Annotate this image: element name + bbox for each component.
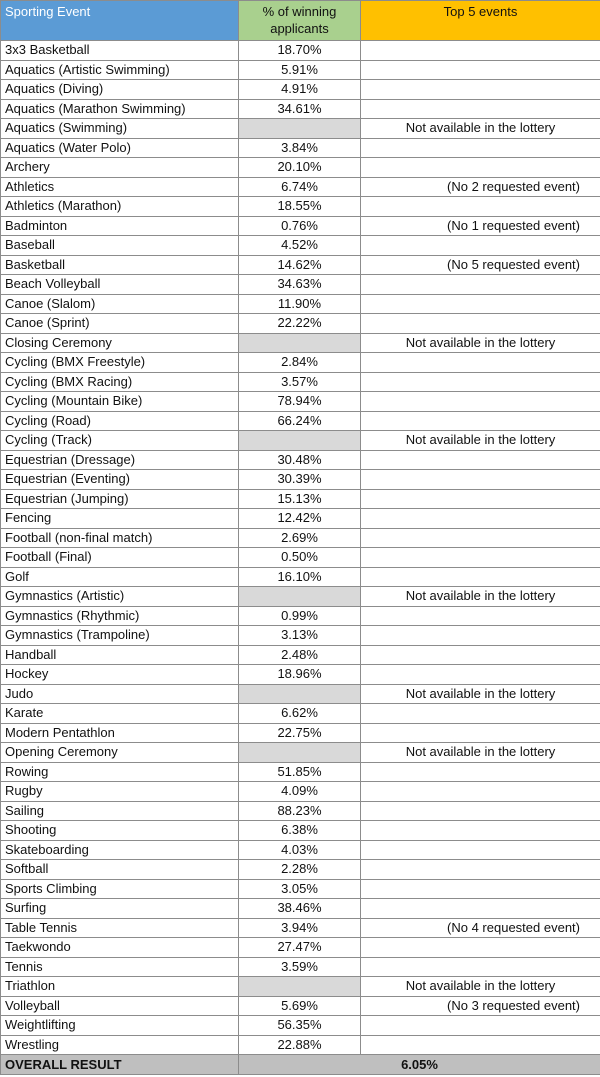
- event-name-cell: Cycling (Track): [1, 431, 239, 451]
- table-row: [1, 899, 600, 919]
- event-name-cell: Cycling (BMX Racing): [1, 372, 239, 392]
- top-5-note-cell: (No 5 requested event): [361, 255, 600, 275]
- event-name-cell: Aquatics (Diving): [1, 80, 239, 100]
- event-name-cell: Aquatics (Swimming): [1, 119, 239, 139]
- event-name-cell: Softball: [1, 860, 239, 880]
- table-row: [1, 860, 600, 880]
- table-row: [1, 704, 600, 724]
- table-row: [1, 60, 600, 80]
- winning-percentage-cell: 3.84%: [239, 138, 361, 158]
- event-name-cell: Aquatics (Water Polo): [1, 138, 239, 158]
- top-5-note-cell: [361, 957, 600, 977]
- table-row: [1, 606, 600, 626]
- table-row: [1, 80, 600, 100]
- table-row: [1, 431, 600, 451]
- winning-percentage-cell: 3.59%: [239, 957, 361, 977]
- winning-percentage-cell: 4.91%: [239, 80, 361, 100]
- winning-percentage-cell: 30.39%: [239, 470, 361, 490]
- event-name-cell: Beach Volleyball: [1, 275, 239, 295]
- event-name-cell: Surfing: [1, 899, 239, 919]
- event-name-cell: Tennis: [1, 957, 239, 977]
- table-row: [1, 567, 600, 587]
- winning-percentage-cell: [239, 684, 361, 704]
- top-5-note-cell: (No 4 requested event): [361, 918, 600, 938]
- winning-percentage-cell: 4.52%: [239, 236, 361, 256]
- top-5-note-cell: [361, 860, 600, 880]
- event-name-cell: Aquatics (Artistic Swimming): [1, 60, 239, 80]
- winning-percentage-cell: 27.47%: [239, 938, 361, 958]
- winning-percentage-cell: 14.62%: [239, 255, 361, 275]
- winning-percentage-cell: 22.88%: [239, 1035, 361, 1055]
- event-name-cell: Athletics (Marathon): [1, 197, 239, 217]
- not-available-note-cell: Not available in the lottery: [361, 743, 600, 763]
- top-5-note-cell: [361, 1016, 600, 1036]
- event-name-cell: Fencing: [1, 509, 239, 529]
- top-5-note-cell: [361, 606, 600, 626]
- overall-result-value: 6.05%: [239, 1055, 600, 1075]
- top-5-note-cell: [361, 450, 600, 470]
- event-name-cell: Taekwondo: [1, 938, 239, 958]
- top-5-note-cell: (No 2 requested event): [361, 177, 600, 197]
- event-name-cell: Gymnastics (Artistic): [1, 587, 239, 607]
- event-name-cell: Table Tennis: [1, 918, 239, 938]
- top-5-note-cell: [361, 762, 600, 782]
- table-row: [1, 801, 600, 821]
- top-5-note-cell: [361, 236, 600, 256]
- event-name-cell: Aquatics (Marathon Swimming): [1, 99, 239, 119]
- table-row: [1, 938, 600, 958]
- event-name-cell: Weightlifting: [1, 1016, 239, 1036]
- table-row: [1, 470, 600, 490]
- table-row: [1, 294, 600, 314]
- winning-percentage-cell: [239, 743, 361, 763]
- table-row: [1, 450, 600, 470]
- top-5-note-cell: [361, 528, 600, 548]
- top-5-note-cell: [361, 372, 600, 392]
- table-row: [1, 782, 600, 802]
- top-5-note-cell: [361, 353, 600, 373]
- table-row: [1, 197, 600, 217]
- table-row: [1, 626, 600, 646]
- table-row: [1, 684, 600, 704]
- table-row: [1, 879, 600, 899]
- top-5-note-cell: [361, 411, 600, 431]
- winning-percentage-cell: 2.48%: [239, 645, 361, 665]
- event-name-cell: Football (non-final match): [1, 528, 239, 548]
- winning-percentage-cell: 4.03%: [239, 840, 361, 860]
- table-row: [1, 977, 600, 997]
- winning-percentage-cell: 56.35%: [239, 1016, 361, 1036]
- event-name-cell: Athletics: [1, 177, 239, 197]
- top-5-note-cell: [361, 567, 600, 587]
- event-name-cell: Skateboarding: [1, 840, 239, 860]
- table-row: [1, 236, 600, 256]
- table-row: [1, 1016, 600, 1036]
- table-row: [1, 528, 600, 548]
- event-name-cell: Cycling (BMX Freestyle): [1, 353, 239, 373]
- table-row: [1, 743, 600, 763]
- top-5-note-cell: (No 3 requested event): [361, 996, 600, 1016]
- winning-percentage-cell: 5.91%: [239, 60, 361, 80]
- not-available-note-cell: Not available in the lottery: [361, 431, 600, 451]
- top-5-note-cell: [361, 645, 600, 665]
- header-winning-percentage: % of winning applicants: [239, 1, 361, 41]
- table-row: [1, 372, 600, 392]
- event-name-cell: Shooting: [1, 821, 239, 841]
- winning-percentage-cell: 3.57%: [239, 372, 361, 392]
- top-5-note-cell: [361, 782, 600, 802]
- winning-percentage-cell: [239, 431, 361, 451]
- table-row: [1, 275, 600, 295]
- header-row: [1, 1, 600, 41]
- event-name-cell: Closing Ceremony: [1, 333, 239, 353]
- table-row: [1, 587, 600, 607]
- not-available-note-cell: Not available in the lottery: [361, 119, 600, 139]
- table-row: [1, 353, 600, 373]
- table-row: [1, 1035, 600, 1055]
- winning-percentage-cell: 20.10%: [239, 158, 361, 178]
- top-5-note-cell: [361, 879, 600, 899]
- event-name-cell: Opening Ceremony: [1, 743, 239, 763]
- winning-percentage-cell: 34.61%: [239, 99, 361, 119]
- winning-percentage-cell: 0.50%: [239, 548, 361, 568]
- top-5-note-cell: [361, 314, 600, 334]
- event-name-cell: Wrestling: [1, 1035, 239, 1055]
- table-row: [1, 548, 600, 568]
- top-5-note-cell: [361, 197, 600, 217]
- table-row: [1, 41, 600, 61]
- event-name-cell: Canoe (Slalom): [1, 294, 239, 314]
- winning-percentage-cell: 18.96%: [239, 665, 361, 685]
- winning-percentage-cell: 78.94%: [239, 392, 361, 412]
- event-name-cell: Rowing: [1, 762, 239, 782]
- top-5-note-cell: [361, 665, 600, 685]
- top-5-note-cell: [361, 392, 600, 412]
- event-name-cell: Equestrian (Dressage): [1, 450, 239, 470]
- top-5-note-cell: [361, 275, 600, 295]
- winning-percentage-cell: 5.69%: [239, 996, 361, 1016]
- event-name-cell: Football (Final): [1, 548, 239, 568]
- winning-percentage-cell: [239, 333, 361, 353]
- event-name-cell: Modern Pentathlon: [1, 723, 239, 743]
- winning-percentage-cell: 22.75%: [239, 723, 361, 743]
- not-available-note-cell: Not available in the lottery: [361, 587, 600, 607]
- winning-percentage-cell: 2.84%: [239, 353, 361, 373]
- winning-percentage-cell: [239, 119, 361, 139]
- event-name-cell: Triathlon: [1, 977, 239, 997]
- table-row: [1, 840, 600, 860]
- winning-percentage-cell: 4.09%: [239, 782, 361, 802]
- event-name-cell: Volleyball: [1, 996, 239, 1016]
- event-name-cell: Rugby: [1, 782, 239, 802]
- winning-percentage-cell: 0.99%: [239, 606, 361, 626]
- top-5-note-cell: [361, 938, 600, 958]
- table-row: [1, 918, 600, 938]
- winning-percentage-cell: 11.90%: [239, 294, 361, 314]
- top-5-note-cell: [361, 138, 600, 158]
- event-name-cell: Golf: [1, 567, 239, 587]
- table-row: [1, 255, 600, 275]
- event-name-cell: Archery: [1, 158, 239, 178]
- header-sporting-event: Sporting Event: [1, 1, 239, 41]
- table-row: [1, 333, 600, 353]
- table-row: [1, 996, 600, 1016]
- overall-result-label: OVERALL RESULT: [1, 1055, 239, 1075]
- winning-percentage-cell: 2.69%: [239, 528, 361, 548]
- table-row: [1, 762, 600, 782]
- top-5-note-cell: [361, 821, 600, 841]
- event-name-cell: Badminton: [1, 216, 239, 236]
- winning-percentage-cell: 38.46%: [239, 899, 361, 919]
- top-5-note-cell: [361, 80, 600, 100]
- winning-percentage-cell: 2.28%: [239, 860, 361, 880]
- table-row: [1, 821, 600, 841]
- winning-percentage-cell: [239, 977, 361, 997]
- event-name-cell: Judo: [1, 684, 239, 704]
- table-row: [1, 119, 600, 139]
- table-row: [1, 216, 600, 236]
- winning-percentage-cell: 30.48%: [239, 450, 361, 470]
- winning-percentage-cell: 6.38%: [239, 821, 361, 841]
- overall-result-row: [1, 1055, 600, 1075]
- event-name-cell: Hockey: [1, 665, 239, 685]
- winning-percentage-cell: 66.24%: [239, 411, 361, 431]
- winning-percentage-cell: 15.13%: [239, 489, 361, 509]
- event-name-cell: Basketball: [1, 255, 239, 275]
- event-name-cell: Equestrian (Jumping): [1, 489, 239, 509]
- event-name-cell: Cycling (Mountain Bike): [1, 392, 239, 412]
- winning-percentage-cell: 34.63%: [239, 275, 361, 295]
- winning-percentage-cell: 18.70%: [239, 41, 361, 61]
- event-name-cell: Cycling (Road): [1, 411, 239, 431]
- header-top-5-events: Top 5 events: [361, 1, 600, 41]
- winning-percentage-cell: 12.42%: [239, 509, 361, 529]
- table-row: [1, 723, 600, 743]
- top-5-note-cell: (No 1 requested event): [361, 216, 600, 236]
- top-5-note-cell: [361, 548, 600, 568]
- winning-percentage-cell: 18.55%: [239, 197, 361, 217]
- table-row: [1, 645, 600, 665]
- not-available-note-cell: Not available in the lottery: [361, 684, 600, 704]
- not-available-note-cell: Not available in the lottery: [361, 333, 600, 353]
- top-5-note-cell: [361, 41, 600, 61]
- event-name-cell: Sailing: [1, 801, 239, 821]
- top-5-note-cell: [361, 158, 600, 178]
- winning-percentage-cell: 3.13%: [239, 626, 361, 646]
- table-row: [1, 138, 600, 158]
- winning-percentage-cell: 22.22%: [239, 314, 361, 334]
- event-name-cell: Karate: [1, 704, 239, 724]
- winning-percentage-cell: 88.23%: [239, 801, 361, 821]
- table-row: [1, 99, 600, 119]
- top-5-note-cell: [361, 1035, 600, 1055]
- table-row: [1, 177, 600, 197]
- top-5-note-cell: [361, 840, 600, 860]
- table-row: [1, 158, 600, 178]
- top-5-note-cell: [361, 626, 600, 646]
- winning-percentage-cell: 6.62%: [239, 704, 361, 724]
- event-name-cell: Gymnastics (Trampoline): [1, 626, 239, 646]
- event-name-cell: Handball: [1, 645, 239, 665]
- top-5-note-cell: [361, 509, 600, 529]
- event-name-cell: 3x3 Basketball: [1, 41, 239, 61]
- event-name-cell: Canoe (Sprint): [1, 314, 239, 334]
- top-5-note-cell: [361, 470, 600, 490]
- top-5-note-cell: [361, 899, 600, 919]
- winning-percentage-cell: 51.85%: [239, 762, 361, 782]
- winning-percentage-cell: 0.76%: [239, 216, 361, 236]
- not-available-note-cell: Not available in the lottery: [361, 977, 600, 997]
- event-name-cell: Sports Climbing: [1, 879, 239, 899]
- top-5-note-cell: [361, 723, 600, 743]
- winning-percentage-cell: 16.10%: [239, 567, 361, 587]
- top-5-note-cell: [361, 99, 600, 119]
- winning-percentage-cell: 6.74%: [239, 177, 361, 197]
- winning-percentage-cell: 3.94%: [239, 918, 361, 938]
- winning-percentage-cell: 3.05%: [239, 879, 361, 899]
- table-row: [1, 509, 600, 529]
- event-name-cell: Gymnastics (Rhythmic): [1, 606, 239, 626]
- top-5-note-cell: [361, 489, 600, 509]
- event-name-cell: Equestrian (Eventing): [1, 470, 239, 490]
- table-row: [1, 314, 600, 334]
- table-row: [1, 957, 600, 977]
- table-row: [1, 489, 600, 509]
- table-row: [1, 411, 600, 431]
- winning-percentage-cell: [239, 587, 361, 607]
- event-name-cell: Baseball: [1, 236, 239, 256]
- table-body: [1, 41, 600, 1055]
- top-5-note-cell: [361, 801, 600, 821]
- table-row: [1, 665, 600, 685]
- top-5-note-cell: [361, 704, 600, 724]
- top-5-note-cell: [361, 294, 600, 314]
- top-5-note-cell: [361, 60, 600, 80]
- table-row: [1, 392, 600, 412]
